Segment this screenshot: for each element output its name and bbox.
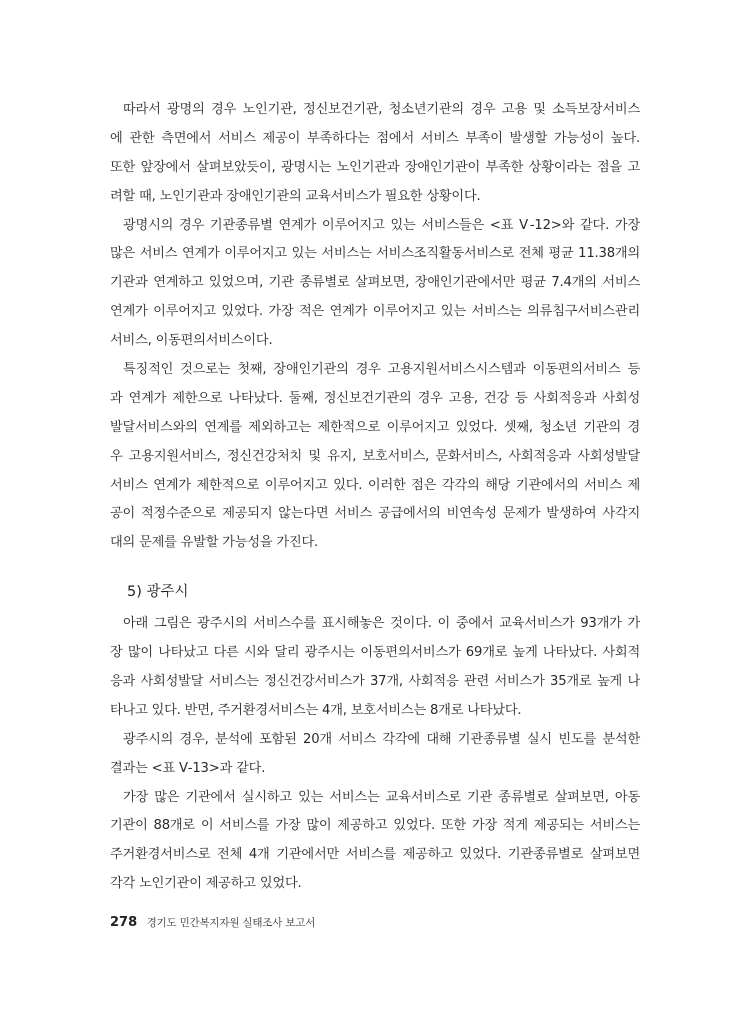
- text-line: 서비스, 이동편의서비스이다.: [110, 333, 273, 349]
- text-line: 따라서 광명의 경우 노인기관, 정신보건기관, 청소년기관의 경우 고용 및 소득보장서비스: [123, 102, 640, 117]
- text-line: 연계가 이루어지고 있었다. 가장 적은 연계가 이루어지고 있는 서비스는 의류침구서비스관리: [110, 304, 640, 320]
- text-line: 우 고용지원서비스, 정신건강처치 및 유지, 보호서비스, 문화서비스, 사회적응과 사회성발달: [110, 448, 640, 464]
- text-line: 광명시의 경우 기관종류별 연계가 이루어지고 있는 서비스들은 <표 Ⅴ-12>와 같다. 가장: [123, 217, 640, 233]
- text-line: 기관과 연계하고 있었으며, 기관 종류별로 살펴보면, 장애인기관에서만 평균 7.4개의 서비스: [110, 275, 640, 291]
- text-line: 대의 문제를 유발할 가능성을 가진다.: [110, 535, 319, 551]
- text-line: 장 많이 나타났고 다른 시와 달리 광주시는 이동편의서비스가 69개로 높게 나타났다. 사회적: [110, 645, 640, 661]
- text-line: 에 관한 측면에서 서비스 제공이 부족하다는 점에서 서비스 부족이 발생할 가능성이 높다.: [110, 130, 640, 146]
- text-line: 결과는 <표 Ⅴ-13>과 같다.: [110, 760, 266, 776]
- page-number: 278: [110, 915, 138, 930]
- section-heading-gwangju: 5) 광주시: [127, 584, 189, 601]
- text-line: 각각 노인기관이 제공하고 있었다.: [110, 876, 302, 892]
- text-line: 타나고 있다. 반면, 주거환경서비스는 4개, 보호서비스는 8개로 나타났다.: [110, 702, 522, 718]
- report-title: 경기도 민간복지자원 실태조사 보고서: [146, 917, 316, 929]
- text-line: 가장 많은 기관에서 실시하고 있는 서비스는 교육서비스로 기관 종류별로 살펴보면, 아동: [123, 789, 640, 805]
- text-line: 과 연계가 제한으로 나타났다. 둘째, 정신보건기관의 경우 고용, 건강 등 사회적응과 사회성: [110, 390, 640, 406]
- text-line: 공이 적정수준으로 제공되지 않는다면 서비스 공급에서의 비연속성 문제가 발생하여 사각지: [110, 506, 640, 522]
- text-line: 서비스 연계가 제한적으로 이루어지고 있다. 이러한 점은 각각의 해당 기관에서의 서비스 제: [110, 477, 640, 493]
- paragraph-gwangmyeong-summary: [110, 96, 640, 212]
- text-line: 또한 앞장에서 살펴보았듯이, 광명시는 노인기관과 장애인기관이 부족한 상황이라는 점을 고: [110, 159, 640, 175]
- text-line: 발달서비스와의 연계를 제외하고는 제한적으로 이루어지고 있었다. 셋째, 청소년 기관의 경: [110, 419, 640, 435]
- paragraph-gwangju-services: [110, 610, 640, 726]
- text-line: 기관이 88개로 이 서비스를 가장 많이 제공하고 있었다. 또한 가장 적게 제공되는 서비스는: [110, 818, 640, 834]
- text-line: 주거환경서비스로 전체 4개 기관에서만 서비스를 제공하고 있었다. 기관종류별로 살펴보면: [110, 847, 640, 863]
- text-line: 아래 그림은 광주시의 서비스수를 표시해놓은 것이다. 이 중에서 교육서비스가 93개가 가: [123, 616, 640, 632]
- page-footer: [110, 915, 315, 930]
- text-line: 특징적인 것으로는 첫째, 장애인기관의 경우 고용지원서비스시스템과 이동편의서비스 등: [123, 362, 640, 378]
- paragraph-gwangmyeong-linkage: [110, 212, 640, 356]
- paragraph-gwangmyeong-features: [110, 356, 640, 558]
- text-line: 광주시의 경우, 분석에 포함된 20개 서비스 각각에 대해 기관종류별 실시 빈도를 분석한: [123, 731, 640, 747]
- paragraph-gwangju-top-service: [110, 784, 640, 900]
- document-body: [110, 96, 640, 899]
- text-line: 응과 사회성발달 서비스는 정신건강서비스가 37개, 사회적응 관련 서비스가 35개로 높게 나: [110, 674, 640, 690]
- text-line: 려할 때, 노인기관과 장애인기관의 교육서비스가 필요한 상황이다.: [110, 188, 481, 204]
- text-line: 많은 서비스 연계가 이루어지고 있는 서비스는 서비스조직활동서비스로 전체 평균 11.38개의: [110, 246, 640, 262]
- paragraph-gwangju-analysis: [110, 726, 640, 784]
